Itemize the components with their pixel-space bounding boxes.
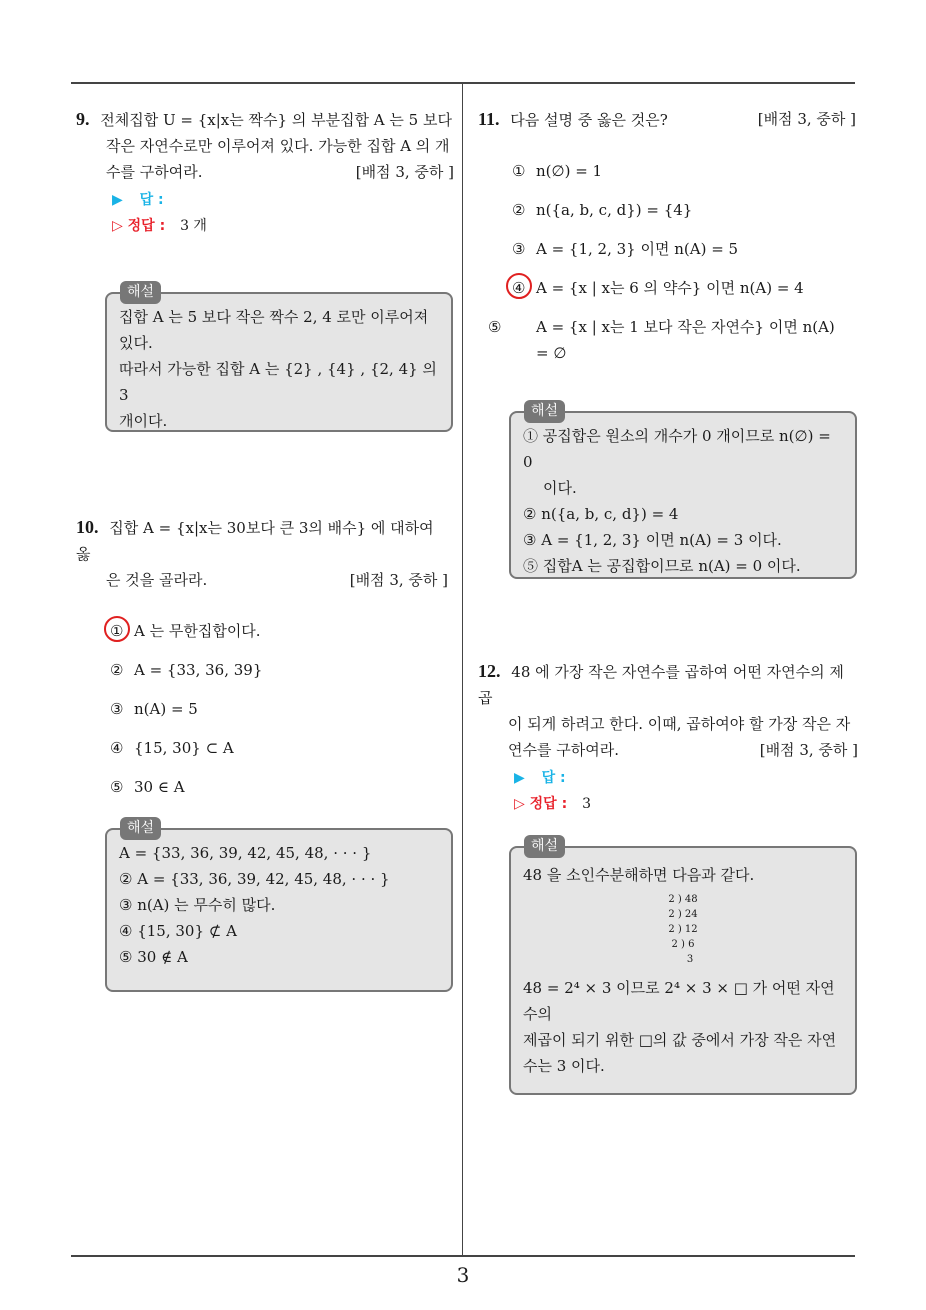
score-label: [배점 3, 중하 ] — [759, 741, 858, 759]
choice-5[interactable]: ⑤ A = {x | x는 1 보다 작은 자연수} 이면 n(A) = ∅ — [488, 318, 835, 362]
choice-1[interactable]: ① A 는 무한집합이다. — [110, 618, 448, 657]
explanation-line: ① 공집합은 원소의 개수가 0 개이므로 n(∅) = 0 — [523, 427, 831, 471]
choice-1[interactable]: ① n(∅) = 1 — [512, 162, 603, 180]
correct-label: 정답 : — [127, 218, 166, 234]
explanation-tag: 해설 — [524, 835, 565, 858]
factor-line: 2 ) 24 — [668, 909, 698, 920]
prime-factorization-ladder — [523, 892, 843, 967]
factor-line: 2 ) 48 — [668, 894, 698, 905]
page-number: 3 — [456, 1263, 470, 1287]
question-text-line: 전체집합 U = {x|x는 짝수} 의 부분집합 A 는 5 보다 — [100, 111, 452, 129]
correct-answer-line — [514, 791, 858, 817]
correct-arrow-icon: ▷ — [112, 218, 123, 234]
explanation-box-12 — [509, 838, 857, 1095]
question-text-line: 수를 구하여라. — [106, 163, 203, 181]
question-number: 11. — [478, 109, 500, 129]
explanation-line: 개이다. — [119, 412, 168, 430]
explanation-tag: 해설 — [120, 281, 161, 304]
correct-answer-line — [112, 213, 454, 239]
explanation-box-10 — [105, 820, 453, 992]
question-text-line: 다음 설명 중 옳은 것은? — [510, 111, 668, 129]
factor-line: 2 ) 12 — [668, 924, 698, 935]
explanation-line: ③ A = {1, 2, 3} 이면 n(A) = 3 이다. — [523, 531, 782, 549]
explanation-line: 있다. — [119, 334, 153, 352]
question-9 — [76, 106, 454, 239]
question-number: 10. — [76, 517, 99, 537]
question-text-line: 연수를 구하여라. — [508, 741, 619, 759]
correct-value: 3 — [582, 796, 591, 812]
choice-list — [488, 158, 856, 366]
score-label: [배점 3, 중하 ] — [349, 571, 448, 589]
explanation-line: 48 = 2⁴ × 3 이므로 2⁴ × 3 × □ 가 어떤 자연수의 — [523, 979, 835, 1023]
explanation-line: ② n({a, b, c, d}) = 4 — [523, 505, 679, 523]
column-divider — [462, 84, 463, 1257]
score-label: [배점 3, 중하 ] — [757, 110, 856, 128]
explanation-line: ② A = {33, 36, 39, 42, 45, 48, · · · } — [119, 870, 390, 888]
question-10 — [76, 514, 448, 813]
question-text-line: 48 에 가장 작은 자연수를 곱하여 어떤 자연수의 제곱 — [478, 663, 844, 707]
answer-arrow-icon: ▶ — [514, 770, 525, 786]
answer-label: 답 : — [139, 192, 164, 208]
explanation-line: 제곱이 되기 위한 □의 값 중에서 가장 작은 자연 — [523, 1031, 837, 1049]
explanation-line: 이다. — [543, 479, 577, 497]
choice-5[interactable]: ⑤ 30 ∈ A — [110, 778, 185, 796]
selected-circle-mark — [104, 616, 130, 642]
score-label: [배점 3, 중하 ] — [355, 163, 454, 181]
choice-2[interactable]: ② A = {33, 36, 39} — [110, 661, 263, 679]
correct-label: 정답 : — [529, 796, 568, 812]
explanation-tag: 해설 — [120, 817, 161, 840]
factor-line: 2 ) 6 — [671, 939, 695, 950]
question-number: 12. — [478, 661, 501, 681]
question-text-line: 은 것을 골라라. — [106, 571, 208, 589]
question-text-line: 작은 자연수로만 이루어져 있다. 가능한 집합 A 의 개 — [106, 137, 450, 155]
question-text-line: 집합 A = {x|x는 30보다 큰 3의 배수} 에 대하여 옳 — [76, 519, 434, 563]
explanation-line: ④ {15, 30} ⊄ A — [119, 922, 237, 940]
selected-circle-mark — [506, 273, 532, 299]
answer-arrow-icon: ▶ — [112, 192, 123, 208]
question-12 — [478, 658, 858, 817]
correct-value: 3 개 — [180, 218, 207, 234]
answer-line — [514, 765, 858, 791]
explanation-box-9 — [105, 284, 453, 432]
top-rule — [71, 82, 855, 84]
question-11 — [478, 106, 856, 366]
explanation-line: ③ n(A) 는 무수히 많다. — [119, 896, 276, 914]
explanation-box-11 — [509, 403, 857, 579]
question-text-line: 이 되게 하려고 한다. 이때, 곱하여야 할 가장 작은 자 — [508, 715, 851, 733]
explanation-line: 48 을 소인수분해하면 다음과 같다. — [523, 866, 755, 884]
choice-3[interactable]: ③ A = {1, 2, 3} 이면 n(A) = 5 — [512, 240, 739, 258]
choice-2[interactable]: ② n({a, b, c, d}) = {4} — [512, 201, 693, 219]
choice-3[interactable]: ③ n(A) = 5 — [110, 700, 198, 718]
explanation-line: ⑤ 집합A 는 공집합이므로 n(A) = 0 이다. — [523, 557, 801, 575]
choice-4[interactable]: ④ A = {x | x는 6 의 약수} 이면 n(A) = 4 — [512, 275, 856, 314]
choice-list — [110, 618, 448, 813]
choice-4[interactable]: ④ {15, 30} ⊂ A — [110, 739, 234, 757]
explanation-line: 집합 A 는 5 보다 작은 짝수 2, 4 로만 이루어져 — [119, 308, 429, 326]
explanation-line: 따라서 가능한 집합 A 는 {2} , {4} , {2, 4} 의 3 — [119, 360, 437, 404]
answer-line — [112, 187, 454, 213]
answer-label: 답 : — [541, 770, 566, 786]
explanation-line: ⑤ 30 ∉ A — [119, 948, 188, 966]
explanation-tag: 해설 — [524, 400, 565, 423]
explanation-line: 수는 3 이다. — [523, 1057, 605, 1075]
explanation-line: A = {33, 36, 39, 42, 45, 48, · · · } — [119, 844, 372, 862]
bottom-rule — [71, 1255, 855, 1257]
question-number: 9. — [76, 109, 90, 129]
correct-arrow-icon: ▷ — [514, 796, 525, 812]
factor-line: 3 — [686, 954, 694, 965]
